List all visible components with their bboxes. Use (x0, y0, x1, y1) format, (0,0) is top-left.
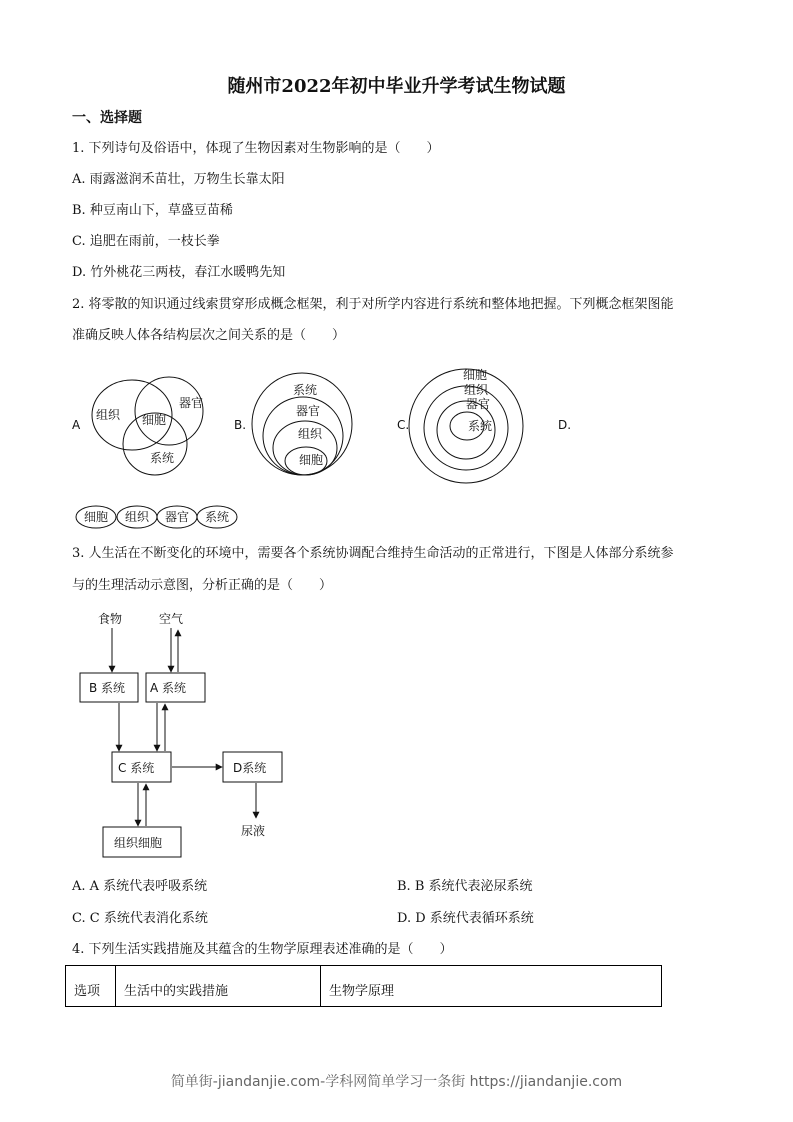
option-c-label: C. (397, 418, 410, 432)
chain-diagram-d (76, 506, 237, 528)
svg-text:器官: 器官 (165, 510, 190, 524)
svg-text:细胞: 细胞 (299, 453, 324, 467)
svg-text:组织: 组织 (298, 427, 323, 441)
page-title: 随州市2022年初中毕业升学考试生物试题 (227, 76, 566, 97)
svg-text:器官: 器官 (296, 404, 321, 418)
svg-text:细胞: 细胞 (142, 413, 167, 427)
q3-stem-1: 3. 人生活在不断变化的环境中，需要各个系统协调配合维持生命活动的正常进行，下图是人体部分系统参 (72, 546, 674, 561)
svg-text:尿液: 尿液 (241, 824, 266, 838)
svg-text:组织: 组织 (96, 408, 121, 422)
option-b-label: B. (234, 418, 247, 432)
nested-diagram-b (252, 373, 352, 475)
svg-text:D系统: D系统 (233, 761, 267, 775)
q3-option-a: A. A 系统代表呼吸系统 (72, 879, 208, 894)
q2-stem-2: 准确反映人体各结构层次之间关系的是（ ） (72, 328, 346, 343)
q3-stem-2: 与的生理活动示意图，分析正确的是（ ） (72, 578, 333, 593)
q1-option-d: D. 竹外桃花三两枝，春江水暖鸭先知 (72, 265, 286, 280)
q4-stem: 4. 下列生活实践措施及其蕴含的生物学原理表述准确的是（ ） (72, 942, 453, 957)
option-d-label: D. (558, 418, 572, 432)
option-a-label: A (72, 418, 81, 432)
svg-text:空气: 空气 (159, 612, 184, 626)
q3-option-d: D. D 系统代表循环系统 (397, 911, 534, 926)
venn-diagram-a (92, 377, 203, 475)
svg-text:食物: 食物 (98, 612, 123, 626)
svg-text:A 系统: A 系统 (150, 681, 187, 695)
section-heading: 一、选择题 (72, 110, 142, 126)
q3-option-b: B. B 系统代表泌尿系统 (397, 879, 533, 894)
table-header-option: 选项 (66, 966, 116, 1006)
svg-text:器官: 器官 (466, 397, 491, 411)
svg-text:组织细胞: 组织细胞 (114, 836, 163, 850)
q4-table (65, 965, 662, 1007)
svg-text:细胞: 细胞 (463, 368, 488, 382)
physiology-flowchart (80, 611, 282, 857)
svg-text:系统: 系统 (205, 510, 230, 524)
svg-text:器官: 器官 (179, 396, 204, 410)
concentric-diagram-c (409, 368, 523, 483)
table-header-practice: 生活中的实践措施 (116, 966, 321, 1006)
svg-text:系统: 系统 (468, 419, 493, 433)
footer-watermark: 简单街-jiandanjie.com-学科网简单学习一条街 https://jiandanjie.com (170, 1074, 623, 1090)
q1-option-b: B. 种豆南山下，草盛豆苗稀 (72, 203, 233, 218)
svg-text:系统: 系统 (150, 451, 175, 465)
svg-text:系统: 系统 (293, 383, 318, 397)
q1-stem: 1. 下列诗句及俗语中，体现了生物因素对生物影响的是（ ） (72, 141, 440, 156)
table-header-principle: 生物学原理 (329, 984, 395, 999)
q1-option-c: C. 追肥在雨前，一枝长拳 (72, 234, 220, 249)
svg-text:组织: 组织 (464, 383, 489, 397)
svg-text:B 系统: B 系统 (89, 681, 126, 695)
q1-option-a: A. 雨露滋润禾苗壮，万物生长靠太阳 (72, 172, 285, 187)
svg-text:细胞: 细胞 (84, 510, 109, 524)
svg-text:组织: 组织 (125, 510, 150, 524)
q3-option-c: C. C 系统代表消化系统 (72, 911, 208, 926)
q2-stem-1: 2. 将零散的知识通过线索贯穿形成概念框架，利于对所学内容进行系统和整体地把握。下列概念框架图能 (72, 297, 674, 312)
svg-text:C 系统: C 系统 (118, 761, 155, 775)
